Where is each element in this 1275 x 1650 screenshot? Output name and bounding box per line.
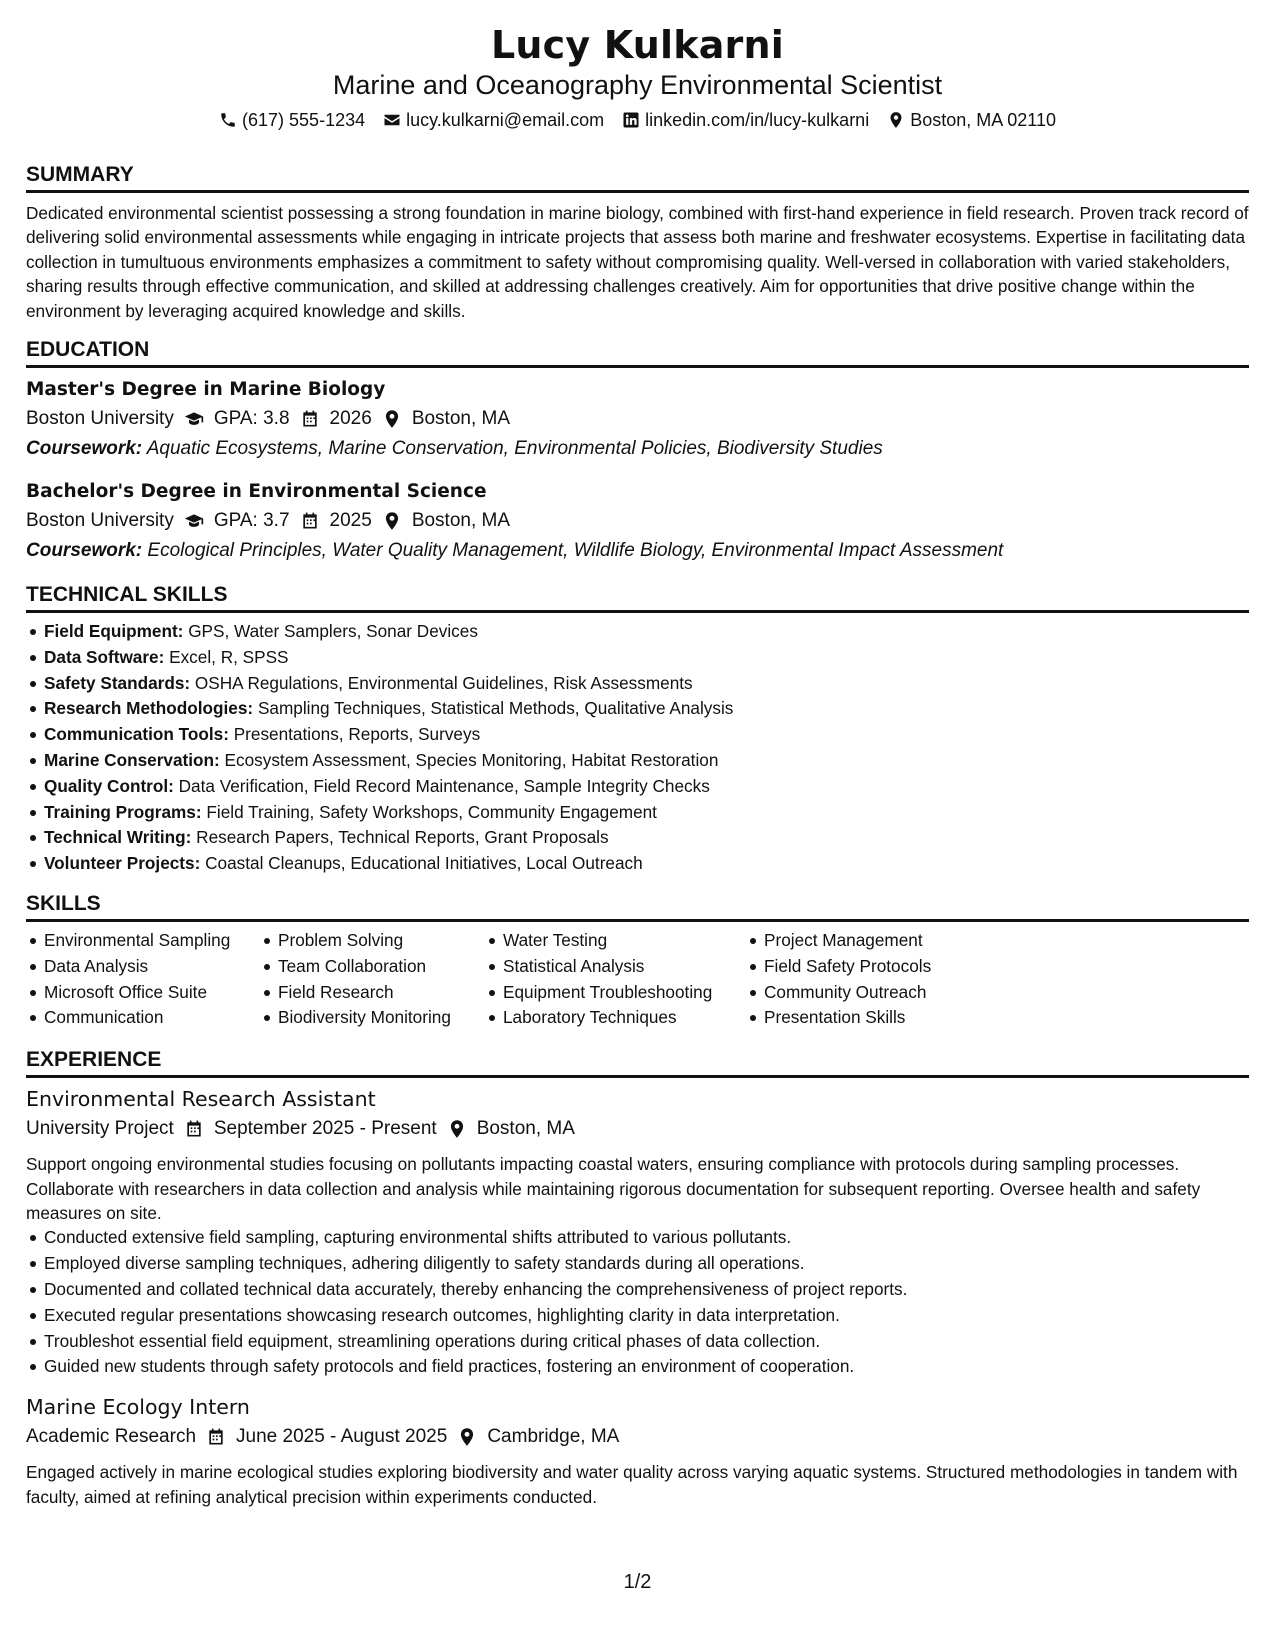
map-pin-icon bbox=[382, 511, 402, 531]
calendar-icon bbox=[206, 1427, 226, 1447]
list-item bbox=[44, 774, 1249, 800]
list-item: Problem Solving bbox=[278, 928, 503, 954]
job-dates: June 2025 - August 2025 bbox=[236, 1426, 448, 1448]
list-item: Troubleshot essential field equipment, streamlining operations during critical phases of data collection. bbox=[44, 1329, 1249, 1355]
contact-phone bbox=[219, 108, 365, 132]
degree-title: Master's Degree in Marine Biology bbox=[26, 379, 386, 401]
organization: Academic Research bbox=[26, 1426, 197, 1448]
skills-column bbox=[44, 928, 278, 1031]
section-heading: SKILLS bbox=[26, 891, 1249, 922]
skills-grid bbox=[26, 928, 1249, 1031]
skill-category: Field Equipment: bbox=[44, 621, 184, 642]
list-item: Team Collaboration bbox=[278, 954, 503, 980]
skill-category: Marine Conservation: bbox=[44, 750, 220, 771]
job-description: Engaged actively in marine ecological studies exploring biodiversity and water quality across varying aquatic systems. Structured methodologies in tandem with faculty, aimed at refining analytical precision within experiments conducted. bbox=[26, 1462, 1238, 1507]
skill-category: Technical Writing: bbox=[44, 827, 192, 848]
phone-text: (617) 555-1234 bbox=[242, 110, 366, 130]
gpa-text: GPA: 3.7 bbox=[213, 510, 290, 532]
school-name: Boston University bbox=[26, 510, 174, 532]
job-description: Support ongoing environmental studies focusing on pollutants impacting coastal waters, ensuring compliance with protocols during sampling processes. Collaborate with researchers in data collection and analysis while maintaining rigorous documentation for subsequent reporting. Oversee health and safety measures on site. bbox=[26, 1154, 1201, 1223]
coursework-label: Coursework: bbox=[26, 540, 143, 562]
gpa-text: GPA: 3.8 bbox=[213, 408, 290, 430]
education-meta bbox=[26, 506, 1249, 536]
contact-linkedin[interactable] bbox=[622, 108, 869, 132]
job-dates: September 2025 - Present bbox=[213, 1118, 437, 1140]
list-item: Communication bbox=[44, 1005, 278, 1031]
envelope-icon bbox=[383, 111, 401, 129]
map-pin-icon bbox=[447, 1119, 467, 1139]
skill-category: Communication Tools: bbox=[44, 724, 229, 745]
list-item bbox=[44, 748, 1249, 774]
linkedin-icon bbox=[622, 111, 640, 129]
list-item bbox=[44, 671, 1249, 697]
list-item: Conducted extensive field sampling, capturing environmental shifts attributed to various pollutants. bbox=[44, 1225, 1249, 1251]
education-meta bbox=[26, 404, 1249, 434]
school-location: Boston, MA bbox=[411, 408, 511, 430]
linkedin-text[interactable]: linkedin.com/in/lucy-kulkarni bbox=[645, 110, 870, 130]
skills-column bbox=[503, 928, 764, 1031]
candidate-name: Lucy Kulkarni bbox=[491, 23, 784, 67]
graduation-cap-icon bbox=[184, 409, 204, 429]
resume-header bbox=[26, 22, 1249, 132]
list-item: Equipment Troubleshooting bbox=[503, 980, 764, 1006]
calendar-icon bbox=[184, 1119, 204, 1139]
list-item: Employed diverse sampling techniques, adhering diligently to safety standards during all operations. bbox=[44, 1251, 1249, 1277]
coursework-list: Ecological Principles, Water Quality Management, Wildlife Biology, Environmental Impact Assessment bbox=[147, 540, 1004, 562]
skill-values: Data Verification, Field Record Maintenance, Sample Integrity Checks bbox=[178, 775, 710, 796]
section-heading: EXPERIENCE bbox=[26, 1047, 1249, 1078]
experience-section bbox=[26, 1047, 1249, 1509]
list-item: Environmental Sampling bbox=[44, 928, 278, 954]
list-item: Documented and collated technical data accurately, thereby enhancing the comprehensiveness of project reports. bbox=[44, 1277, 1249, 1303]
job-bullets bbox=[26, 1225, 1249, 1380]
job-meta bbox=[26, 1422, 1249, 1452]
school-name: Boston University bbox=[26, 408, 174, 430]
coursework-list: Aquatic Ecosystems, Marine Conservation, Environmental Policies, Biodiversity Studies bbox=[146, 438, 883, 460]
technical-skills-list bbox=[26, 619, 1249, 877]
section-heading: EDUCATION bbox=[26, 337, 1249, 368]
job-location: Boston, MA bbox=[476, 1118, 575, 1140]
list-item: Biodiversity Monitoring bbox=[278, 1005, 503, 1031]
list-item bbox=[44, 851, 1249, 877]
job-title: Marine Ecology Intern bbox=[26, 1395, 250, 1420]
section-heading: SUMMARY bbox=[26, 162, 1249, 193]
job-location: Cambridge, MA bbox=[487, 1426, 620, 1448]
skill-values: Presentations, Reports, Surveys bbox=[233, 724, 481, 745]
job-title: Environmental Research Assistant bbox=[26, 1087, 376, 1112]
education-entry bbox=[26, 478, 1249, 566]
map-pin-icon bbox=[457, 1427, 477, 1447]
list-item bbox=[44, 696, 1249, 722]
skills-column bbox=[764, 928, 1024, 1031]
skill-values: Sampling Techniques, Statistical Methods, Qualitative Analysis bbox=[257, 698, 734, 719]
list-item bbox=[44, 825, 1249, 851]
skill-values: Field Training, Safety Workshops, Community Engagement bbox=[206, 801, 657, 822]
coursework-label: Coursework: bbox=[26, 438, 143, 460]
skill-category: Data Software: bbox=[44, 646, 165, 667]
skill-category: Research Methodologies: bbox=[44, 698, 254, 719]
calendar-icon bbox=[300, 409, 320, 429]
list-item bbox=[44, 619, 1249, 645]
graduation-year: 2026 bbox=[329, 408, 372, 430]
graduation-year: 2025 bbox=[329, 510, 372, 532]
skills-section bbox=[26, 891, 1249, 1031]
skill-values: OSHA Regulations, Environmental Guidelines, Risk Assessments bbox=[194, 672, 693, 693]
organization: University Project bbox=[26, 1118, 174, 1140]
skill-category: Safety Standards: bbox=[44, 672, 191, 693]
list-item: Community Outreach bbox=[764, 980, 1024, 1006]
skill-category: Quality Control: bbox=[44, 775, 174, 796]
degree-title: Bachelor's Degree in Environmental Science bbox=[26, 481, 487, 503]
coursework-line bbox=[26, 536, 1249, 566]
graduation-cap-icon bbox=[184, 511, 204, 531]
summary-section bbox=[26, 162, 1249, 323]
summary-text: Dedicated environmental scientist possessing a strong foundation in marine biology, combined with first-hand experience in field research. Proven track record of delivering solid environmental assessments while engaging in intricate projects that assess both marine and freshwater ecosystems. Expertise in facilitating data collection in tumultuous environments emphasizes a commitment to safety without compromising quality. Well-versed in collaboration with varied stakeholders, sharing results through effective communication, and skilled at addressing challenges creatively. Aim for opportunities that drive positive change within the environment by leveraging acquired knowledge and skills. bbox=[26, 203, 1249, 321]
email-text[interactable]: lucy.kulkarni@email.com bbox=[406, 110, 605, 130]
job-meta bbox=[26, 1114, 1249, 1144]
candidate-title: Marine and Oceanography Environmental Scientist bbox=[332, 70, 943, 100]
technical-skills-section bbox=[26, 582, 1249, 877]
skill-category: Volunteer Projects: bbox=[44, 853, 201, 874]
list-item: Project Management bbox=[764, 928, 1024, 954]
calendar-icon bbox=[300, 511, 320, 531]
skill-values: Research Papers, Technical Reports, Grant Proposals bbox=[196, 827, 609, 848]
skills-column bbox=[278, 928, 503, 1031]
skill-values: Coastal Cleanups, Educational Initiatives, Local Outreach bbox=[205, 853, 643, 874]
school-location: Boston, MA bbox=[411, 510, 511, 532]
list-item bbox=[44, 645, 1249, 671]
list-item: Guided new students through safety protocols and field practices, fostering an environment of cooperation. bbox=[44, 1354, 1249, 1380]
contact-location bbox=[887, 108, 1056, 132]
experience-entry bbox=[26, 1084, 1249, 1380]
list-item bbox=[44, 722, 1249, 748]
list-item: Laboratory Techniques bbox=[503, 1005, 764, 1031]
skill-values: GPS, Water Samplers, Sonar Devices bbox=[188, 621, 478, 642]
skill-values: Excel, R, SPSS bbox=[169, 646, 289, 667]
list-item: Field Safety Protocols bbox=[764, 954, 1024, 980]
section-heading: TECHNICAL SKILLS bbox=[26, 582, 1249, 613]
list-item: Field Research bbox=[278, 980, 503, 1006]
list-item: Presentation Skills bbox=[764, 1005, 1024, 1031]
list-item bbox=[44, 800, 1249, 826]
page-number: 1/2 bbox=[623, 1571, 652, 1593]
map-pin-icon bbox=[382, 409, 402, 429]
phone-icon bbox=[219, 111, 237, 129]
contact-email[interactable] bbox=[383, 108, 604, 132]
list-item: Microsoft Office Suite bbox=[44, 980, 278, 1006]
map-pin-icon bbox=[887, 111, 905, 129]
skill-values: Ecosystem Assessment, Species Monitoring, Habitat Restoration bbox=[224, 750, 719, 771]
skill-category: Training Programs: bbox=[44, 801, 202, 822]
location-text: Boston, MA 02110 bbox=[910, 110, 1056, 130]
list-item: Data Analysis bbox=[44, 954, 278, 980]
coursework-line bbox=[26, 434, 1249, 464]
experience-entry bbox=[26, 1392, 1249, 1509]
list-item: Executed regular presentations showcasing research outcomes, highlighting clarity in data interpretation. bbox=[44, 1303, 1249, 1329]
education-entry bbox=[26, 376, 1249, 464]
contact-line bbox=[26, 108, 1249, 132]
list-item: Statistical Analysis bbox=[503, 954, 764, 980]
list-item: Water Testing bbox=[503, 928, 764, 954]
education-section bbox=[26, 337, 1249, 566]
